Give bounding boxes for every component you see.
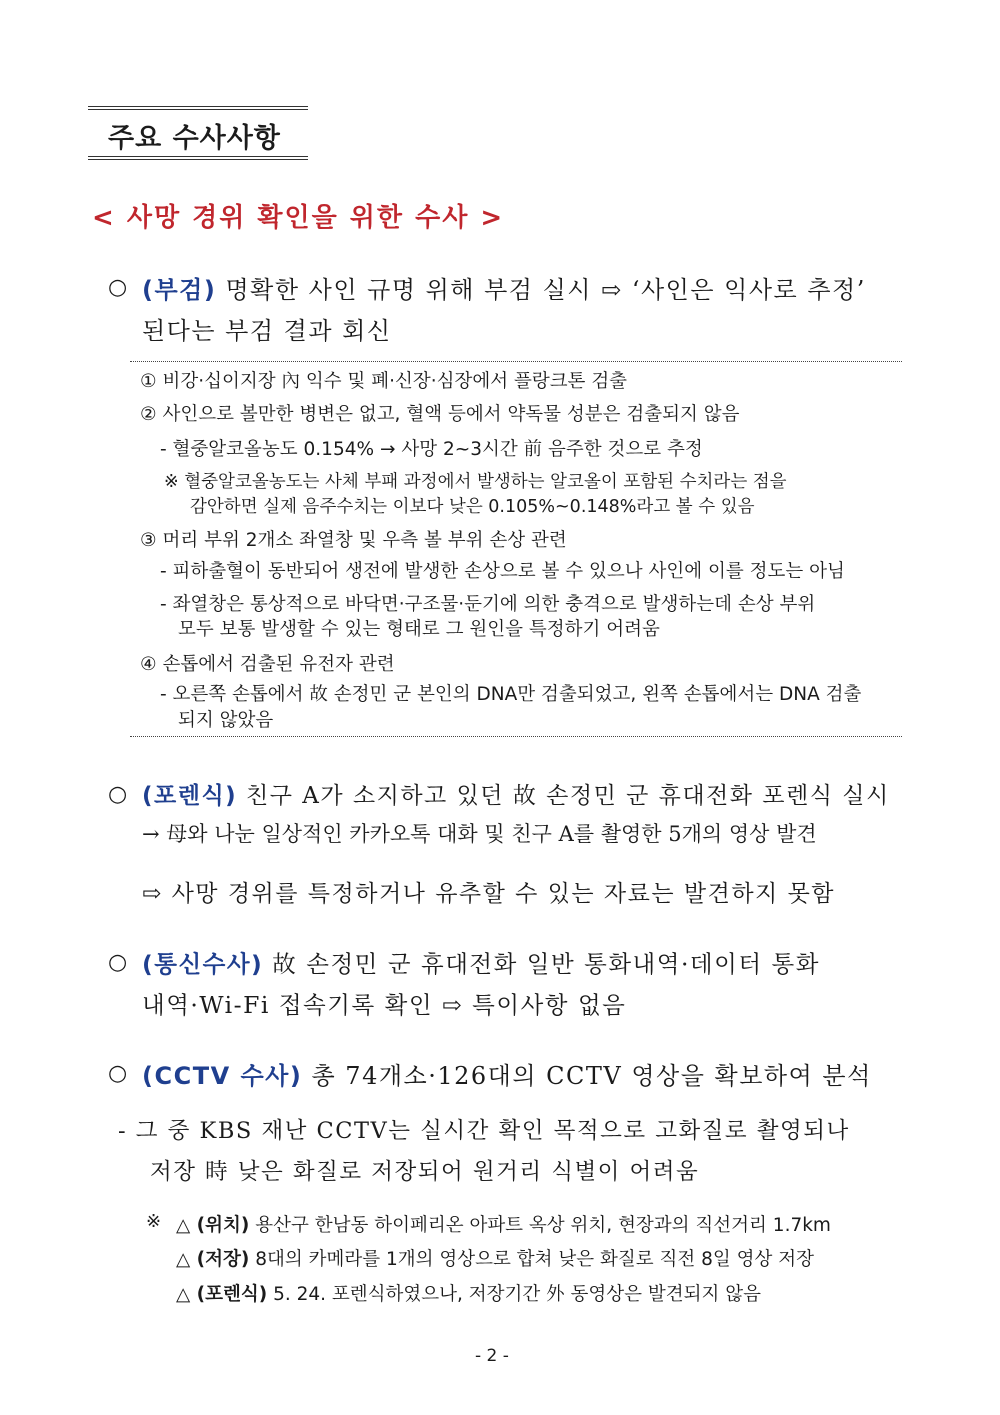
telecom-tag: (통신수사) — [142, 950, 264, 978]
cctv-dash-line-2: 저장 時 낮은 화질로 저장되어 원거리 식별이 어려움 — [150, 1159, 700, 1185]
bullet-autopsy — [108, 272, 129, 300]
forensic-line-3: ⇨ 사망 경위를 특정하거나 유추할 수 있는 자료는 발견하지 못함 — [142, 881, 836, 907]
autopsy-item-2-note-2: 감안하면 실제 음주수치는 이보다 낮은 0.105%~0.148%라고 볼 수 있음 — [190, 497, 755, 517]
autopsy-item-4-sub-a: - 오른쪽 손톱에서 故 손정민 군 본인의 DNA만 검출되었고, 왼쪽 손톱에서는 DNA 검출 — [160, 684, 862, 705]
bullet-marker: ○ — [108, 1061, 129, 1086]
cctv-note-forensic-tag: △ (포렌식) — [176, 1284, 268, 1305]
cctv-note-storage — [176, 1245, 814, 1271]
bullet-marker: ○ — [108, 950, 129, 975]
autopsy-item-2-sub: - 혈중알코올농도 0.154% → 사망 2~3시간 前 음주한 것으로 추정 — [160, 439, 703, 460]
cctv-note-storage-tag: △ (저장) — [176, 1249, 250, 1270]
forensic-tag: (포렌식) — [142, 783, 238, 809]
autopsy-item-3-sub-1: - 피하출혈이 동반되어 생전에 발생한 손상으로 볼 수 있으나 사인에 이를 정도는 아님 — [160, 561, 845, 582]
cctv-note-storage-text: 8대의 카메라를 1개의 영상으로 합쳐 낮은 화질로 직전 8일 영상 저장 — [255, 1249, 814, 1270]
autopsy-tag: (부검) — [142, 276, 217, 304]
bullet-marker: ○ — [108, 782, 129, 807]
page-number: - 2 - — [475, 1346, 509, 1366]
autopsy-item-2: ② 사인으로 볼만한 병변은 없고, 혈액 등에서 약독물 성분은 검출되지 않음 — [140, 404, 740, 425]
cctv-tag: (CCTV 수사) — [142, 1062, 303, 1090]
cctv-line-1 — [142, 1056, 872, 1091]
autopsy-item-1: ① 비강·십이지장 內 익수 및 폐·신장·심장에서 플랑크톤 검출 — [140, 371, 628, 392]
bullet-marker: ○ — [108, 275, 129, 300]
autopsy-line-2: 된다는 부검 결과 회신 — [142, 317, 392, 345]
autopsy-item-2-note-1: ※ 혈중알코올농도는 사체 부패 과정에서 발생하는 알코올이 포함된 수치라는 점을 — [164, 472, 787, 492]
forensic-text-1: 친구 A가 소지하고 있던 故 손정민 군 휴대전화 포렌식 실시 — [246, 783, 890, 809]
autopsy-item-4-sub-b: 되지 않았음 — [178, 710, 274, 731]
cctv-note-location — [176, 1211, 831, 1237]
subheading: < 사망 경위 확인을 위한 수사 > — [92, 203, 505, 233]
section-title: 주요 수사사항 — [108, 123, 281, 154]
telecom-line-2: 내역·Wi-Fi 접속기록 확인 ⇨ 특이사항 없음 — [142, 991, 627, 1019]
telecom-text-1: 故 손정민 군 휴대전화 일반 통화내역·데이터 통화 — [272, 950, 820, 978]
autopsy-item-4: ④ 손톱에서 검출된 유전자 관련 — [140, 654, 395, 675]
autopsy-item-3-sub-2b: 모두 보통 발생할 수 있는 형태로 그 원인을 특정하기 어려움 — [178, 619, 660, 640]
cctv-note-forensic-text: 5. 24. 포렌식하였으나, 저장기간 外 동영상은 발견되지 않음 — [273, 1284, 762, 1305]
cctv-note-location-text: 용산구 한남동 하이페리온 아파트 옥상 위치, 현장과의 직선거리 1.7km — [255, 1215, 831, 1236]
bullet-forensic — [108, 779, 129, 807]
autopsy-item-3: ③ 머리 부위 2개소 좌열창 및 우측 볼 부위 손상 관련 — [140, 530, 567, 551]
telecom-line-1 — [142, 945, 820, 979]
forensic-line-1 — [142, 777, 890, 810]
cctv-note-location-tag: △ (위치) — [176, 1215, 250, 1236]
autopsy-text-1: 명확한 사인 규명 위해 부검 실시 ⇨ ‘사인은 익사로 추정’ — [225, 276, 866, 304]
bullet-telecom — [108, 947, 129, 975]
forensic-line-2: → 母와 나눈 일상적인 카카오톡 대화 및 친구 A를 촬영한 5개의 영상 발견 — [142, 822, 817, 846]
cctv-dash-line-1: - 그 중 KBS 재난 CCTV는 실시간 확인 목적으로 고화질로 촬영되나 — [118, 1118, 850, 1144]
cctv-note-forensic — [176, 1280, 761, 1306]
autopsy-line-1 — [142, 270, 866, 305]
bullet-cctv — [108, 1058, 129, 1086]
cctv-text-1: 총 74개소·126대의 CCTV 영상을 확보하여 분석 — [311, 1062, 872, 1090]
cctv-note-mark: ※ — [146, 1211, 162, 1232]
autopsy-item-3-sub-2a: - 좌열창은 통상적으로 바닥면·구조물·둔기에 의한 충격으로 발생하는데 손상 부위 — [160, 594, 816, 615]
